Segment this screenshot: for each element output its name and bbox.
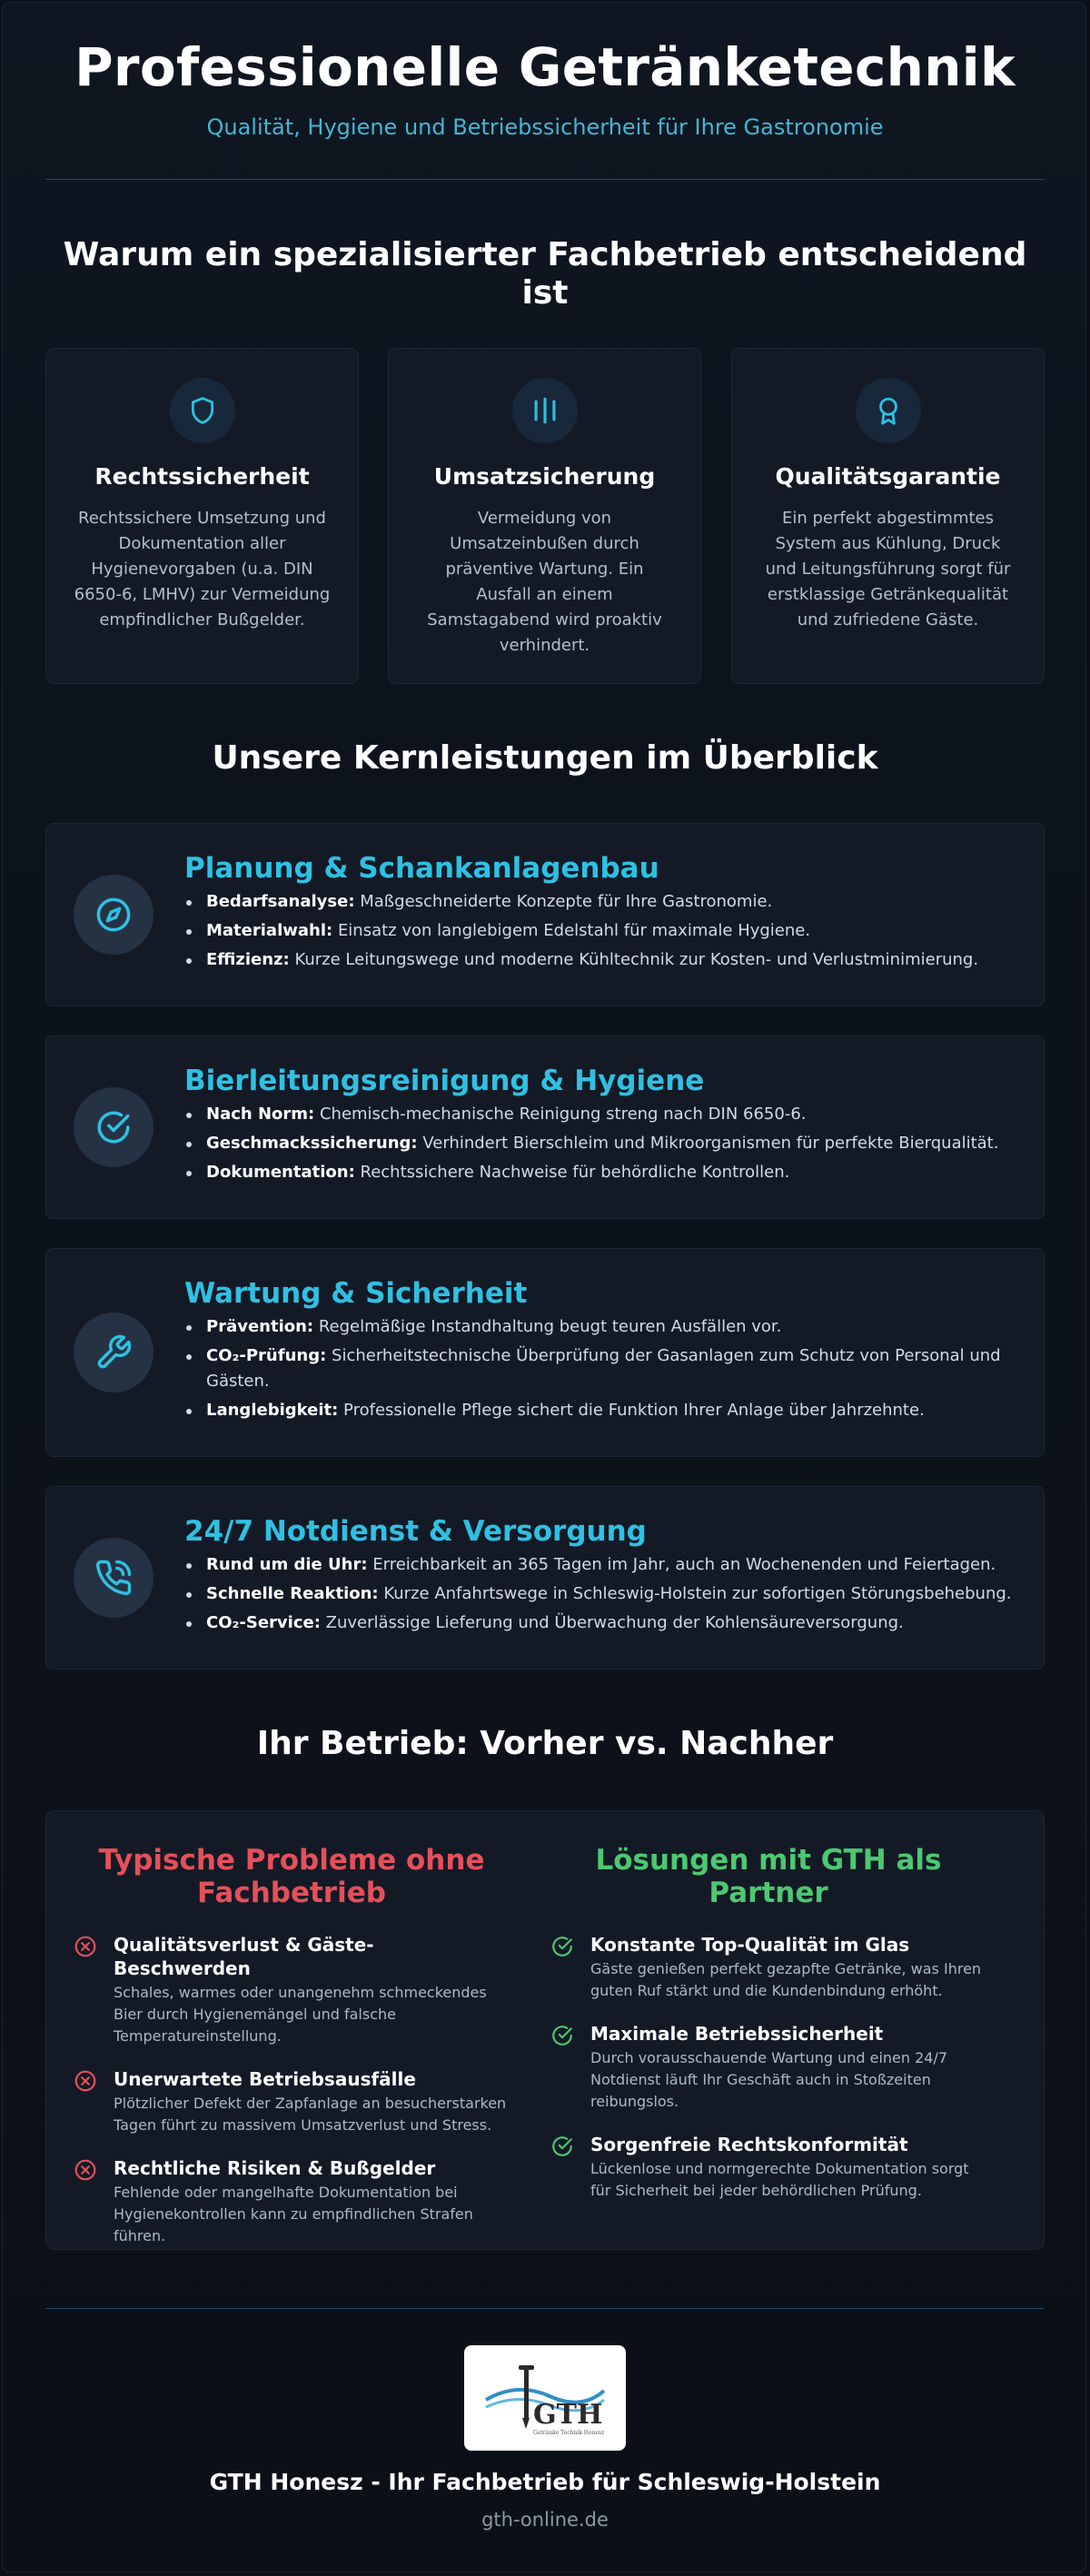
phone-ringing-icon (74, 1538, 154, 1618)
why-section-title: Warum ein spezialisierter Fachbetrieb entscheidend ist (63, 236, 1027, 312)
problem-item (74, 2156, 510, 2247)
problem-title: Rechtliche Risiken & Bußgelder (114, 2157, 436, 2179)
list-item: Materialwahl: Einsatz von langlebigem Edelstahl für maximale Hygiene. (184, 918, 1016, 944)
benefit-text: Vermeidung von Umsatzeinbußen durch präventive Wartung. Ein Ausfall an einem Samstagabend wird proaktiv verhindert. (427, 509, 662, 655)
solution-title: Konstante Top-Qualität im Glas (590, 1934, 910, 1956)
solution-item (550, 2022, 986, 2113)
wrench-icon (74, 1313, 154, 1392)
service-points (184, 889, 1016, 973)
footer-divider (45, 2308, 1045, 2309)
services-section-title: Unsere Kernleistungen im Überblick (212, 739, 878, 777)
compass-icon (74, 875, 154, 955)
service-title: Bierleitungsreinigung & Hygiene (184, 1065, 705, 1097)
list-item: CO₂-Service: Zuverlässige Lieferung und Überwachung der Kohlensäureversorgung. (184, 1610, 1016, 1636)
award-icon (856, 378, 921, 443)
list-item: Nach Norm: Chemisch-mechanische Reinigung streng nach DIN 6650-6. (184, 1102, 1016, 1127)
check-circle-icon (550, 2024, 574, 2047)
compare-section-title: Ihr Betrieb: Vorher vs. Nachher (256, 1725, 834, 1762)
solution-item (550, 2133, 986, 2202)
website-link[interactable]: gth-online.de (481, 2509, 609, 2531)
problem-text: Fehlende oder mangelhafte Dokumentation bei Hygienekontrollen kann zu empfindlichen Strafen führen. (114, 2184, 473, 2244)
list-item: Langlebigkeit: Professionelle Pflege sichert die Funktion Ihrer Anlage über Jahrzehnte. (184, 1398, 1016, 1423)
benefit-card-legal (45, 348, 359, 684)
gth-logo-graphic (477, 2354, 613, 2442)
check-circle-icon (550, 1935, 574, 1958)
benefit-title: Qualitätsgarantie (775, 463, 1001, 490)
benefit-text: Ein perfekt abgestimmtes System aus Kühlung, Druck und Leitungsführung sorgt für erstklassige Getränkequalität und zufriedene Gäste. (765, 509, 1011, 629)
after-title: Lösungen mit GTH als Partner (595, 1844, 942, 1909)
check-circle-icon (550, 2135, 574, 2158)
benefit-title: Rechtssicherheit (94, 463, 310, 490)
list-item: CO₂-Prüfung: Sicherheitstechnische Überprüfung der Gasanlagen zum Schutz von Personal und Gästen. (184, 1343, 1016, 1394)
problem-title: Unerwartete Betriebsausfälle (114, 2068, 416, 2090)
check-circle-icon (74, 1087, 154, 1167)
benefit-cards (45, 348, 1045, 684)
list-item: Schnelle Reaktion: Kurze Anfahrtswege in Schleswig-Holstein zur sofortigen Störungsbehebung. (184, 1581, 1016, 1607)
service-card-emergency (45, 1486, 1045, 1669)
x-circle-icon (74, 2069, 97, 2093)
page-title: Professionelle Getränketechnik (74, 36, 1016, 98)
problem-text: Schales, warmes oder unangenehm schmeckendes Bier durch Hygienemängel und falsche Temperatureinstellung. (114, 1984, 487, 2045)
service-points (184, 1552, 1016, 1636)
logo-wordmark: GTH (533, 2399, 603, 2431)
service-points (184, 1102, 1016, 1185)
benefit-text: Rechtssichere Umsetzung und Dokumentation aller Hygienevorgaben (u.a. DIN 6650-6, LMHV) zur Vermeidung empfindlicher Bußgelder. (74, 509, 331, 629)
page-subtitle: Qualität, Hygiene und Betriebssicherheit für Ihre Gastronomie (206, 114, 884, 140)
benefit-card-revenue (388, 348, 701, 684)
shield-icon (170, 378, 235, 443)
benefit-title: Umsatzsicherung (433, 463, 656, 490)
problem-title: Qualitätsverlust & Gäste-Beschwerden (114, 1934, 374, 1979)
compare-panel (45, 1810, 1045, 2250)
solution-title: Sorgenfreie Rechtskonformität (590, 2134, 908, 2155)
problem-text: Plötzlicher Defekt der Zapfanlage an besucherstarken Tagen führt zu massivem Umsatzverlust und Stress. (114, 2095, 507, 2134)
list-item: Dokumentation: Rechtssichere Nachweise für behördliche Kontrollen. (184, 1160, 1016, 1185)
service-title: Planung & Schankanlagenbau (184, 852, 659, 885)
before-title: Typische Probleme ohne Fachbetrieb (98, 1844, 485, 1909)
benefit-card-quality (731, 348, 1045, 684)
bars-icon (512, 378, 578, 443)
problem-item (74, 2067, 510, 2136)
list-item: Prävention: Regelmäßige Instandhaltung beugt teuren Ausfällen vor. (184, 1314, 1016, 1340)
solution-text: Gäste genießen perfekt gezapfte Getränke, was Ihren guten Ruf stärkt und die Kundenbindung erhöht. (590, 1960, 982, 1999)
company-logo (464, 2345, 626, 2451)
list-item: Rund um die Uhr: Erreichbarkeit an 365 Tagen im Jahr, auch an Wochenenden und Feiertagen. (184, 1552, 1016, 1578)
solution-item (550, 1933, 986, 2002)
list-item: Bedarfsanalyse: Maßgeschneiderte Konzepte für Ihre Gastronomie. (184, 889, 1016, 915)
service-points (184, 1314, 1016, 1423)
x-circle-icon (74, 1935, 97, 1958)
solution-text: Lückenlose und normgerechte Dokumentation sorgt für Sicherheit bei jeder behördlichen Prüfung. (590, 2160, 969, 2199)
service-card-planning (45, 823, 1045, 1006)
list-item: Geschmackssicherung: Verhindert Bierschleim und Mikroorganismen für perfekte Bierqualität. (184, 1131, 1016, 1156)
solution-text: Durch vorausschauende Wartung und einen 24/7 Notdienst läuft Ihr Geschäft auch in Stoßzeiten reibungslos. (590, 2049, 948, 2110)
problem-item (74, 1933, 510, 2047)
service-card-cleaning (45, 1035, 1045, 1219)
solution-title: Maximale Betriebssicherheit (590, 2023, 884, 2045)
list-item: Effizienz: Kurze Leitungswege und moderne Kühltechnik zur Kosten- und Verlustminimierung. (184, 947, 1016, 973)
logo-tagline: Getränke Technik Honesz (533, 2430, 605, 2436)
company-name: GTH Honesz - Ihr Fachbetrieb für Schleswig-Holstein (209, 2469, 881, 2495)
service-title: 24/7 Notdienst & Versorgung (184, 1515, 647, 1548)
service-card-maintenance (45, 1248, 1045, 1457)
x-circle-icon (74, 2158, 97, 2182)
after-column (550, 1844, 986, 2222)
service-title: Wartung & Sicherheit (184, 1277, 528, 1310)
header-divider (45, 179, 1045, 180)
before-column (74, 1844, 510, 2267)
